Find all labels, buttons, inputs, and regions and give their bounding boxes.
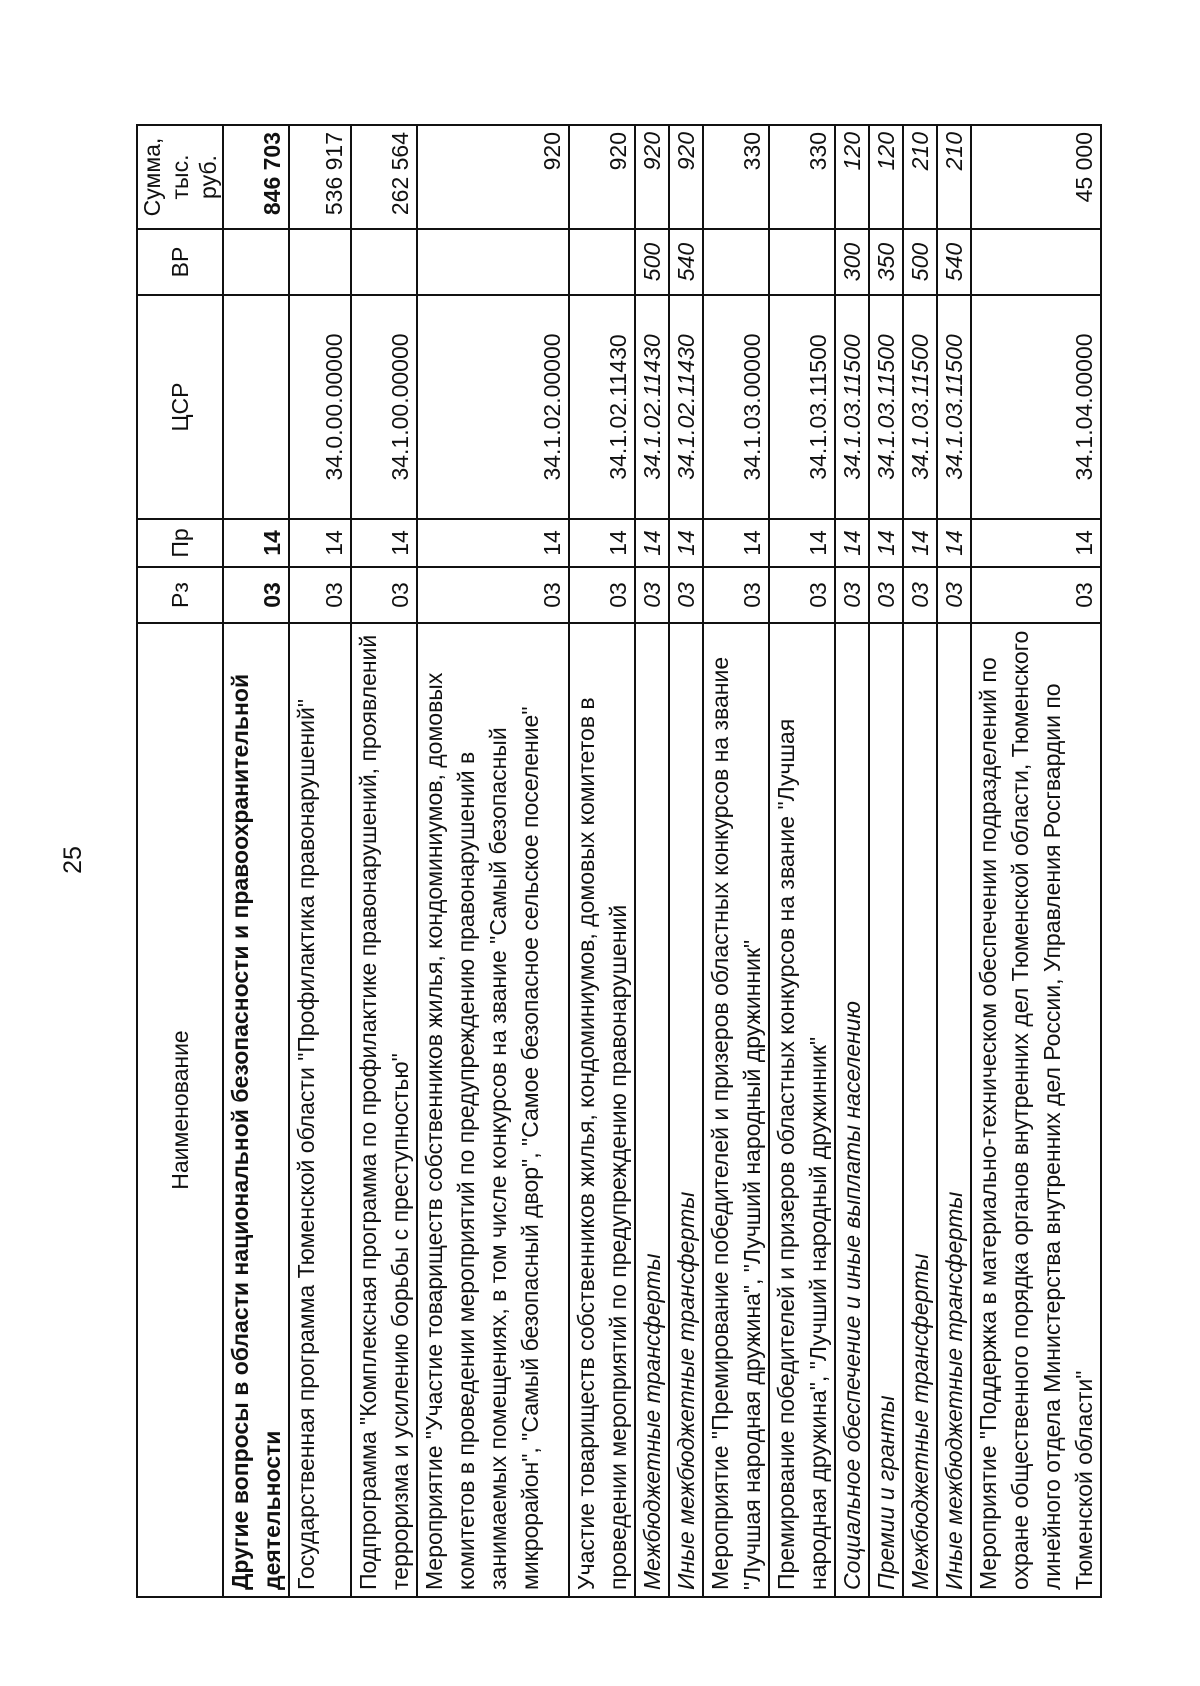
cell-vr: 500 [903,229,937,295]
cell-rz: 03 [635,567,669,623]
cell-name: Премирование победителей и призеров областных конкурсов на звание "Лучшая народная дружина", "Лучший народный дружинник" [769,623,835,1597]
cell-sum: 920 [669,125,703,229]
cell-rz: 03 [769,567,835,623]
cell-csr: 34.1.02.11430 [635,295,669,519]
budget-table [136,124,1102,1598]
cell-rz: 03 [289,567,351,623]
cell-rz: 03 [869,567,903,623]
cell-csr: 34.1.03.11500 [869,295,903,519]
cell-name: Премии и гранты [869,623,903,1597]
cell-sum: 120 [869,125,903,229]
cell-rz: 03 [669,567,703,623]
cell-sum: 330 [769,125,835,229]
table-body [223,125,1101,1597]
cell-rz: 03 [703,567,769,623]
cell-pr: 14 [769,519,835,567]
cell-csr: 34.1.03.11500 [769,295,835,519]
cell-vr [703,229,769,295]
table-row [769,125,835,1597]
cell-csr: 34.1.02.00000 [417,295,569,519]
cell-vr: 300 [835,229,869,295]
cell-name: Иные межбюджетные трансферты [937,623,971,1597]
cell-vr: 540 [937,229,971,295]
cell-rz: 03 [971,567,1101,623]
cell-csr [223,295,289,519]
cell-sum: 846 703 [223,125,289,229]
cell-pr: 14 [223,519,289,567]
cell-sum: 920 [635,125,669,229]
cell-vr [569,229,635,295]
table-row [937,125,971,1597]
cell-name: Подпрограмма "Комплексная программа по профилактике правонарушений, проявлений терроризма и усилению борьбы с преступностью" [351,623,417,1597]
cell-vr: 500 [635,229,669,295]
cell-sum: 45 000 [971,125,1101,229]
cell-pr: 14 [903,519,937,567]
cell-pr: 14 [937,519,971,567]
cell-rz: 03 [937,567,971,623]
cell-pr: 14 [569,519,635,567]
cell-csr: 34.0.00.00000 [289,295,351,519]
cell-vr: 540 [669,229,703,295]
cell-pr: 14 [835,519,869,567]
cell-pr: 14 [971,519,1101,567]
cell-sum: 330 [703,125,769,229]
header-csr: ЦСР [137,295,223,519]
table-row [417,125,569,1597]
budget-table-container [136,126,1097,1598]
cell-sum: 536 917 [289,125,351,229]
table-row [835,125,869,1597]
cell-csr: 34.1.00.00000 [351,295,417,519]
cell-name: Межбюджетные трансферты [635,623,669,1597]
cell-name: Мероприятие "Участие товариществ собственников жилья, кондоминиумов, домовых комитетов в проведении мероприятий по предупреждению правонарушений в занимаемых помещениях, в том числе конкурсов на звание "Самый безопасный микрорайон", "Самый безопасный двор", "Самое безопасное сельское поселение" [417,623,569,1597]
header-rz: Рз [137,567,223,623]
table-row [903,125,937,1597]
cell-vr [289,229,351,295]
cell-name: Другие вопросы в области национальной безопасности и правоохранительной деятельности [223,623,289,1597]
cell-csr: 34.1.02.11430 [669,295,703,519]
cell-sum: 920 [417,125,569,229]
cell-pr: 14 [635,519,669,567]
cell-vr [769,229,835,295]
cell-sum: 262 564 [351,125,417,229]
page-number: 25 [59,846,87,874]
table-row [635,125,669,1597]
cell-vr: 350 [869,229,903,295]
cell-pr: 14 [289,519,351,567]
header-name: Наименование [137,623,223,1597]
cell-vr [351,229,417,295]
cell-name: Мероприятие "Поддержка в материально-техническом обеспечении подразделений по охране общественного порядка органов внутренних дел Тюменской области, Тюменского линейного отдела Министерства внутренних дел России, Управления Росгвардии по Тюменской области" [971,623,1101,1597]
cell-rz: 03 [569,567,635,623]
cell-sum: 120 [835,125,869,229]
header-pr: Пр [137,519,223,567]
table-row [289,125,351,1597]
cell-rz: 03 [417,567,569,623]
header-sum: Сумма, тыс. руб. [137,125,223,229]
cell-pr: 14 [669,519,703,567]
cell-name: Участие товариществ собственников жилья, кондоминиумов, домовых комитетов в проведении мероприятий по предупреждению правонарушений [569,623,635,1597]
cell-pr: 14 [351,519,417,567]
table-row [569,125,635,1597]
table-header-row [137,125,223,1597]
cell-sum: 920 [569,125,635,229]
cell-pr: 14 [417,519,569,567]
cell-vr [417,229,569,295]
cell-rz: 03 [223,567,289,623]
table-row [669,125,703,1597]
cell-csr: 34.1.04.00000 [971,295,1101,519]
cell-csr: 34.1.03.11500 [937,295,971,519]
cell-csr: 34.1.03.11500 [903,295,937,519]
cell-name: Межбюджетные трансферты [903,623,937,1597]
cell-csr: 34.1.03.11500 [835,295,869,519]
header-vr: ВР [137,229,223,295]
cell-name: Государственная программа Тюменской области "Профилактика правонарушений" [289,623,351,1597]
cell-rz: 03 [835,567,869,623]
table-row [351,125,417,1597]
table-row [869,125,903,1597]
cell-name: Социальное обеспечение и иные выплаты населению [835,623,869,1597]
cell-pr: 14 [703,519,769,567]
cell-sum: 210 [937,125,971,229]
cell-name: Иные межбюджетные трансферты [669,623,703,1597]
cell-pr: 14 [869,519,903,567]
cell-vr [971,229,1101,295]
table-row [971,125,1101,1597]
table-row [703,125,769,1597]
cell-csr: 34.1.02.11430 [569,295,635,519]
budget-table-rotated [136,126,1097,1598]
cell-vr [223,229,289,295]
table-row [223,125,289,1597]
cell-rz: 03 [351,567,417,623]
cell-csr: 34.1.03.00000 [703,295,769,519]
cell-sum: 210 [903,125,937,229]
cell-name: Мероприятие "Премирование победителей и призеров областных конкурсов на звание "Лучшая народная дружина", "Лучший народный дружинник" [703,623,769,1597]
cell-rz: 03 [903,567,937,623]
